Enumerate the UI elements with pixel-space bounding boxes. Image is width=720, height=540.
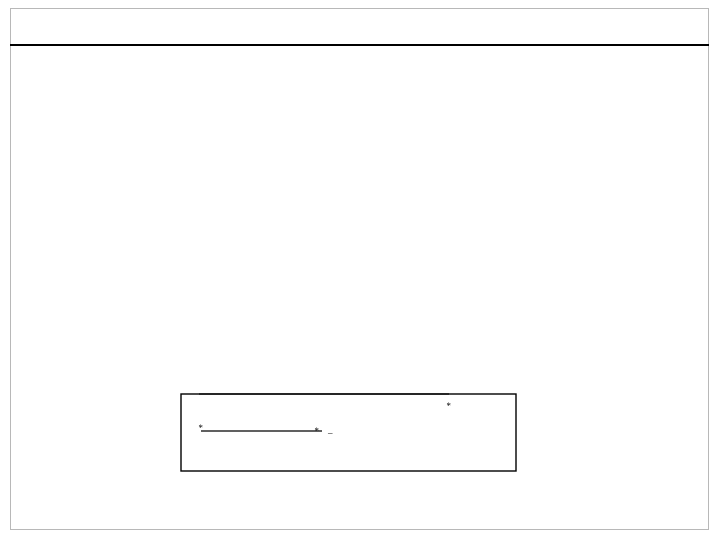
scale-grid (181, 394, 516, 471)
label-b1: – (328, 428, 333, 438)
cross-mark-b: * (446, 401, 451, 411)
cross-mark-a1: * (198, 423, 203, 433)
cross-mark-b1: * (314, 426, 319, 436)
